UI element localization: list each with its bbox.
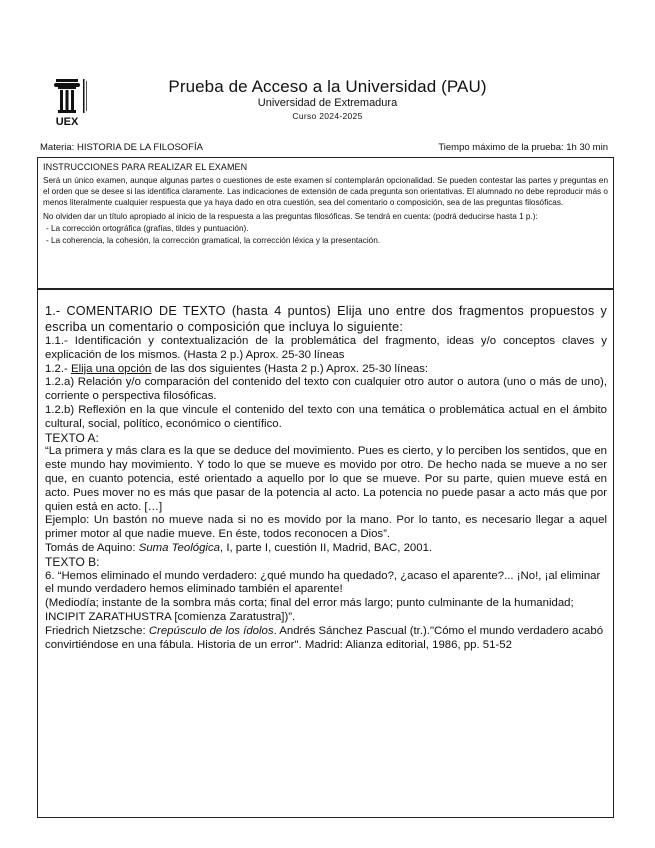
text-a-reference	[45, 542, 607, 556]
text-b-ref-author: Friedrich Nietzsche:	[45, 624, 149, 637]
exam-content-box	[37, 289, 614, 818]
text-a-body-2: Ejemplo: Un bastón no mueve nada si no es movido por la mano. Por lo tanto, es necesario llegar a aquel primer motor al que nadie mueve. En éste, todos reconocen a Dios”.	[45, 514, 607, 541]
time-limit-label: Tiempo máximo de la prueba: 1h 30 min	[438, 142, 608, 153]
question-1-2-rest: de las dos siguientes (Hasta 2 p.) Aprox. 25-30 líneas:	[151, 362, 429, 375]
question-1-2-underlined: Elija una opción	[70, 362, 152, 375]
question-1-2-prefix: 1.2.-	[45, 362, 71, 375]
subject-label: Materia: HISTORIA DE LA FILOSOFÍA	[40, 142, 203, 153]
text-a-body-1: “La primera y más clara es la que se deduce del movimiento. Pues es cierto, y lo perciben los sentidos, que en este mundo hay movimiento. Y todo lo que se mueve es movido por otro. De hecho nada se mueve a no ser que, en cuanto potencia, esté orientado a aquello por lo que se mueve. Por su parte, quien mueve está en acto. Pues mover no es más que pasar de la potencia al acto. La potencia no puede pasar a acto más que por quien está en acto. […]	[45, 445, 607, 513]
text-a-ref-rest: , I, parte I, cuestión II, Madrid, BAC, 2001.	[219, 541, 433, 554]
text-b-body-2: (Mediodía; instante de la sombra más corta; final del error más largo; punto culminante de la humanidad; INCIPIT ZARATHUSTRA [comienza Zaratustra])”.	[45, 597, 574, 623]
text-b-reference	[45, 625, 607, 653]
course-year: Curso 2024-2025	[292, 111, 363, 121]
question-1-2-a: 1.2.a) Relación y/o comparación del contenido del texto con cualquier otro autor o autora (uno o más de uno), corriente o perspectiva filosóficas.	[45, 376, 607, 403]
instructions-bullet-1: - La corrección ortográfica (grafías, tildes y puntuación).	[46, 224, 249, 233]
text-b-heading: TEXTO B:	[45, 554, 100, 569]
question-1-2-b: 1.2.b) Reflexión en la que vincule el contenido del texto con una temática o problemática actual en el ámbito cultural, social, político, económico o científico.	[45, 403, 607, 430]
text-b-ref-rest: . Andrés Sánchez Pascual (tr.)."Cómo el mundo verdadero acabó convirtiéndose en una fábula. Historia de un error". Madrid: Alianza editorial, 1986, pp. 51-52	[45, 624, 604, 651]
text-b-ref-title: Crepúsculo de los ídolos	[148, 624, 274, 637]
page-title: Prueba de Acceso a la Universidad (PAU)	[168, 77, 487, 96]
logo-text: UEX	[55, 116, 79, 127]
instructions-box	[37, 157, 614, 289]
instructions-paragraph-1: Será un único examen, aunque algunas partes o cuestiones de este examen sí contemplarán opcionalidad. Se pueden contestar las partes y preguntas en el orden que se desee si las identifica claramente. Las indicaciones de extensión de cada pregunta son orientativas. El alumnado no debe reproducir más o menos literalmente cualquier respuesta que ya haya dado en otra cuestión, sea del comentario o composición, sea de las preguntas filosóficas.	[43, 176, 608, 207]
question-1-2	[45, 363, 607, 377]
instructions-paragraph-2: No olviden dar un título apropiado al inicio de la respuesta a las preguntas filosóficas. Se tendrá en cuenta: (podrá deducirse hasta 1 p.):	[43, 212, 538, 221]
text-a-ref-author: Tomás de Aquino:	[45, 541, 139, 554]
text-a-ref-title: Suma Teológica	[138, 541, 220, 554]
question-1: 1.- COMENTARIO DE TEXTO (hasta 4 puntos) Elija uno entre dos fragmentos propuestos y escriba un comentario o composición que incluya lo siguiente:	[45, 304, 607, 334]
question-1-1: 1.1.- Identificación y contextualización de la problemática del fragmento, ideas y/o conceptos claves y explicación de los mismos. (Hasta 2 p.) Aprox. 25-30 líneas	[45, 335, 607, 361]
text-a-heading: TEXTO A:	[45, 430, 99, 445]
instructions-bullet-2: - La coherencia, la cohesión, la corrección gramatical, la corrección léxica y la presentación.	[46, 236, 381, 245]
university-name: Universidad de Extremadura	[257, 97, 398, 109]
text-b-body-1: 6. “Hemos eliminado el mundo verdadero: ¿qué mundo ha quedado?, ¿acaso el aparente?... ¡No!, ¡al eliminar el mundo verdadero hemos eliminado también el aparente!	[45, 569, 601, 596]
instructions-heading: INSTRUCCIONES PARA REALIZAR EL EXAMEN	[43, 162, 248, 172]
